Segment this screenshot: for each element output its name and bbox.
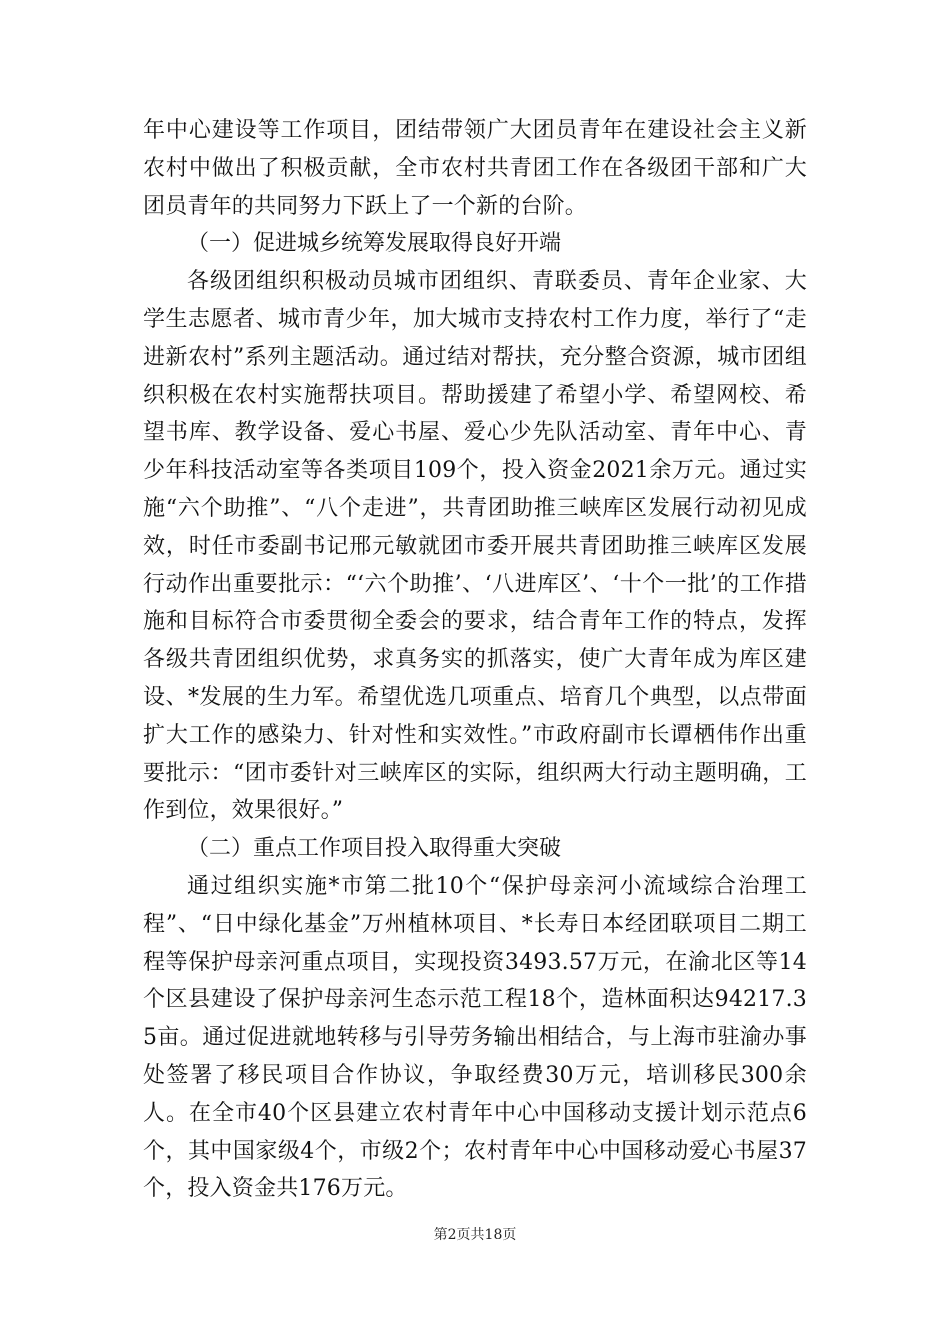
paragraph-section-2: 通过组织实施*市第二批10个“保护母亲河小流域综合治理工程”、“日中绿化基金”万州植林项目、*长寿日本经团联项目二期工程等保护母亲河重点项目，实现投资3493.57万元，在渝北区等14个区县建设了保护母亲河生态示范工程18个，造林面积达94217.35亩。通过促进就地转移与引导劳务输出相结合，与上海市驻渝办事处签署了移民项目合作协议，争取经费30万元，培训移民300余人。在全市40个区县建立农村青年中心中国移动支援计划示范点6个，其中国家级4个，市级2个；农村青年中心中国移动爱心书屋37个，投入资金共176万元。 <box>143 873 807 1202</box>
document-body <box>143 112 807 1208</box>
page-number-footer: 第2页共18页 <box>433 1227 517 1243</box>
section-heading-2: （二）重点工作项目投入取得重大突破 <box>187 836 562 862</box>
paragraph-intro-continuation: 年中心建设等工作项目，团结带领广大团员青年在建设社会主义新农村中做出了积极贡献，全市农村共青团工作在各级团干部和广大团员青年的共同努力下跃上了一个新的台阶。 <box>143 118 807 219</box>
paragraph-section-1: 各级团组织积极动员城市团组织、青联委员、青年企业家、大学生志愿者、城市青少年，加大城市支持农村工作力度，举行了“走进新农村”系列主题活动。通过结对帮扶，充分整合资源，城市团组织积极在农村实施帮扶项目。帮助援建了希望小学、希望网校、希望书库、教学设备、爱心书屋、爱心少先队活动室、青年中心、青少年科技活动室等各类项目109个，投入资金2021余万元。通过实施“六个助推”、“八个走进”，共青团助推三峡库区发展行动初见成效，时任市委副书记邢元敏就团市委开展共青团助推三峡库区发展行动作出重要批示：“‘六个助推’、‘八进库区’、‘十个一批’的工作措施和目标符合市委贯彻全委会的要求，结合青年工作的特点，发挥各级共青团组织优势，求真务实的抓落实，使广大青年成为库区建设、*发展的生力军。希望优选几项重点、培育几个典型，以点带面扩大工作的感染力、针对性和实效性。”市政府副市长谭栖伟作出重要批示：“团市委针对三峡库区的实际，组织两大行动主题明确，工作到位，效果很好。” <box>143 269 807 824</box>
section-heading-1: （一）促进城乡统筹发展取得良好开端 <box>187 231 562 257</box>
